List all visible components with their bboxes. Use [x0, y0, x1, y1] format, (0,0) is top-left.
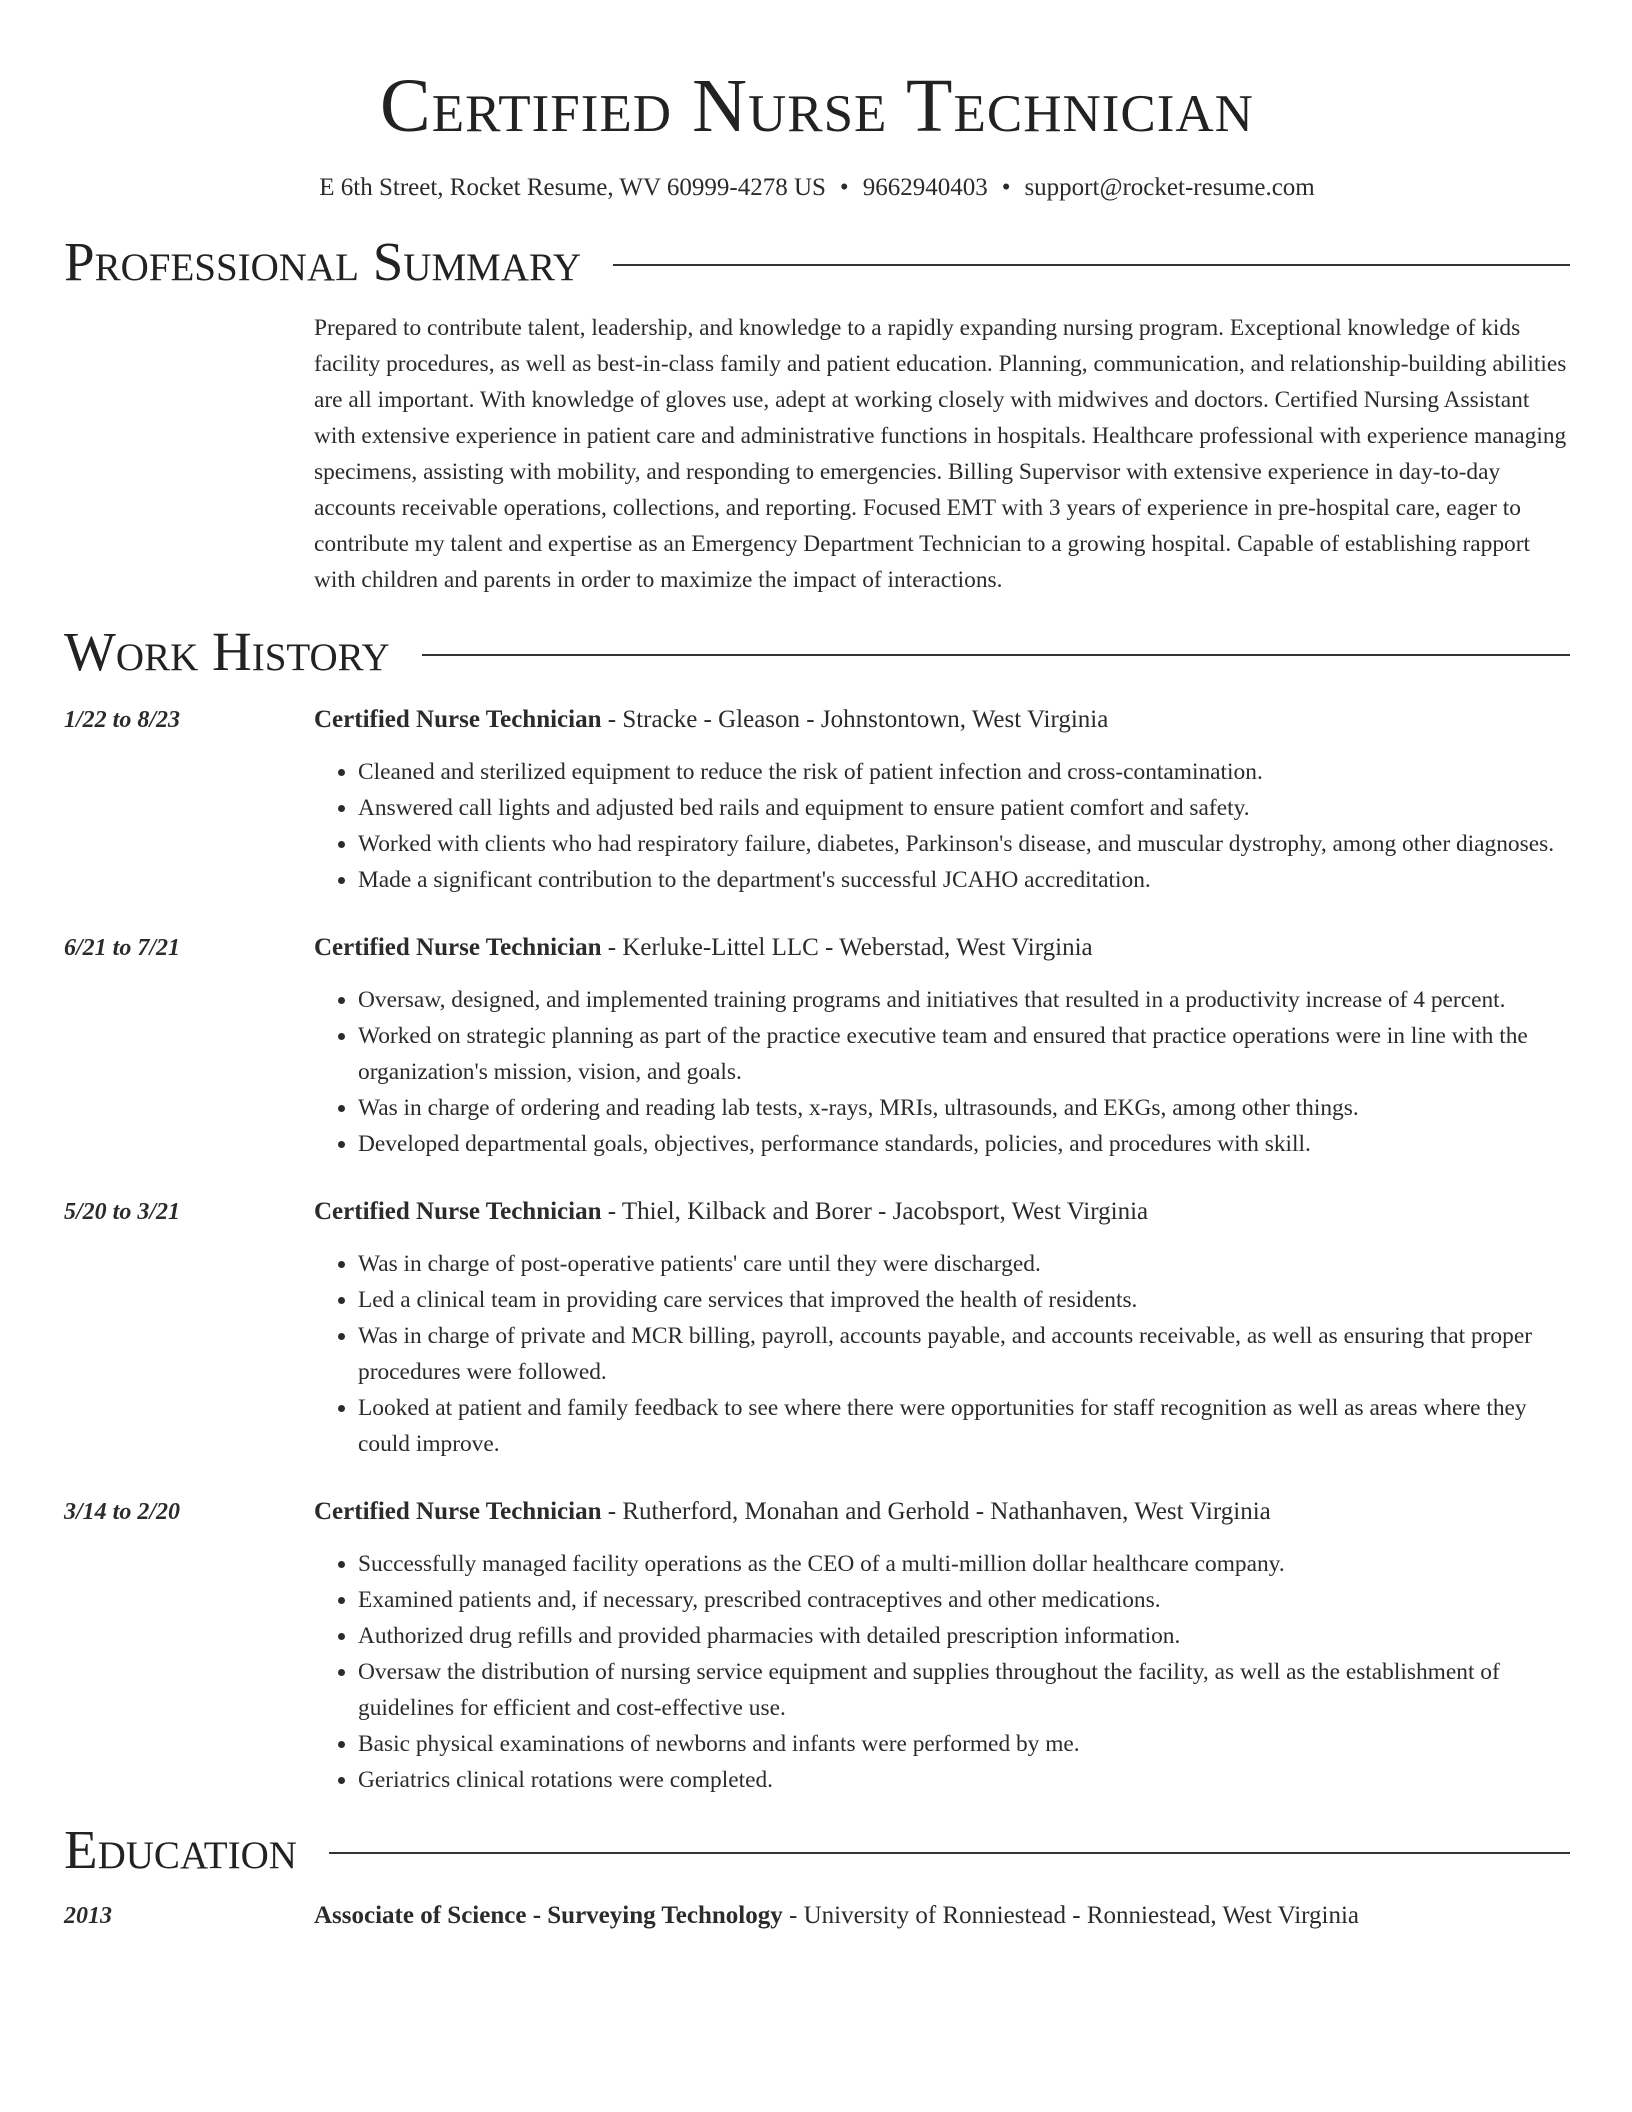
list-item: • Examined patients and, if necessary, prescribed contraceptives and other medications.	[358, 1582, 1570, 1618]
job-heading	[314, 1494, 1570, 1530]
job-details: - Stracke - Gleason - Johnstontown, West Virginia	[601, 706, 1109, 733]
job-title: Certified Nurse Technician	[314, 1498, 602, 1525]
job-body	[314, 930, 1570, 1162]
list-item: • Geriatrics clinical rotations were completed.	[358, 1762, 1570, 1798]
job-dates: 5/20 to 3/21	[64, 1199, 181, 1225]
contact-email: support@rocket-resume.com	[1024, 174, 1315, 201]
education-year: 2013	[64, 1903, 112, 1929]
job-details: - Rutherford, Monahan and Gerhold - Nathanhaven, West Virginia	[601, 1498, 1271, 1525]
list-item: • Worked with clients who had respiratory failure, diabetes, Parkinson's disease, and muscular dystrophy, among other diagnoses.	[358, 826, 1570, 862]
list-item: • Cleaned and sterilized equipment to reduce the risk of patient infection and cross-contamination.	[358, 754, 1570, 790]
summary-text: Prepared to contribute talent, leadership, and knowledge to a rapidly expanding nursing program. Exceptional knowledge of kids facility procedures, as well as best-in-class family and patient education. Planning, communication, and relationship-building abilities are all important. With knowledge of gloves use, adept at working closely with midwives and doctors. Certified Nursing Assistant with extensive experience in patient care and administrative functions in hospitals. Healthcare professional with experience managing specimens, assisting with mobility, and responding to emergencies. Billing Supervisor with extensive experience in day-to-day accounts receivable operations, collections, and reporting. Focused EMT with 3 years of experience in pre-hospital care, eager to contribute my talent and expertise as an Emergency Department Technician to a growing hospital. Capable of establishing rapport with children and parents in order to maximize the impact of interactions.	[314, 315, 1567, 593]
summary-heading: Professional Summary	[64, 231, 582, 292]
job-heading	[314, 702, 1570, 738]
job-title: Certified Nurse Technician	[314, 706, 602, 733]
section-divider	[613, 264, 1570, 266]
list-item: • Was in charge of ordering and reading lab tests, x-rays, MRIs, ultrasounds, and EKGs, among other things.	[358, 1090, 1570, 1126]
contact-line	[64, 172, 1570, 204]
education-body	[314, 1898, 1570, 1934]
job-details: - Kerluke-Littel LLC - Weberstad, West Virginia	[601, 934, 1093, 961]
list-item: • Looked at patient and family feedback to see where there were opportunities for staff recognition as well as areas where they could improve.	[358, 1390, 1570, 1462]
summary-section-header	[64, 232, 1570, 292]
job-title: Certified Nurse Technician	[314, 934, 602, 961]
section-divider	[422, 654, 1570, 656]
job-entry	[64, 702, 1570, 898]
education-heading: Education	[64, 1819, 297, 1880]
list-item: • Led a clinical team in providing care services that improved the health of residents.	[358, 1282, 1570, 1318]
education-section-header	[64, 1820, 1570, 1880]
job-heading	[314, 1194, 1570, 1230]
list-item: • Oversaw, designed, and implemented training programs and initiatives that resulted in a productivity increase of 4 percent.	[358, 982, 1570, 1018]
candidate-name: Certified Nurse Technician	[380, 64, 1254, 148]
job-bullets	[314, 1246, 1570, 1462]
section-divider	[329, 1852, 1570, 1854]
job-bullets	[314, 982, 1570, 1162]
job-entry	[64, 930, 1570, 1162]
list-item: • Was in charge of post-operative patients' care until they were discharged.	[358, 1246, 1570, 1282]
contact-separator: •	[1001, 174, 1011, 201]
list-item: • Authorized drug refills and provided pharmacies with detailed prescription information.	[358, 1618, 1570, 1654]
contact-phone: 9662940403	[862, 174, 988, 201]
list-item: • Developed departmental goals, objectives, performance standards, policies, and procedures with skill.	[358, 1126, 1570, 1162]
job-details: - Thiel, Kilback and Borer - Jacobsport, West Virginia	[601, 1198, 1149, 1225]
work-heading: Work History	[64, 621, 390, 682]
job-heading	[314, 930, 1570, 966]
job-body	[314, 1194, 1570, 1462]
work-section-header	[64, 622, 1570, 682]
job-entry	[64, 1194, 1570, 1462]
contact-address: E 6th Street, Rocket Resume, WV 60999-4278 US	[319, 174, 826, 201]
job-body	[314, 1494, 1570, 1798]
list-item: • Answered call lights and adjusted bed rails and equipment to ensure patient comfort and safety.	[358, 790, 1570, 826]
job-entry	[64, 1494, 1570, 1798]
job-dates: 1/22 to 8/23	[64, 707, 181, 733]
contact-separator: •	[839, 174, 849, 201]
education-entry	[64, 1898, 1570, 1934]
education-details: - University of Ronniestead - Ronniestead, West Virginia	[782, 1902, 1360, 1929]
list-item: • Successfully managed facility operations as the CEO of a multi-million dollar healthcare company.	[358, 1546, 1570, 1582]
education-heading-line	[314, 1898, 1570, 1934]
list-item: • Basic physical examinations of newborns and infants were performed by me.	[358, 1726, 1570, 1762]
job-body	[314, 702, 1570, 898]
list-item: • Oversaw the distribution of nursing service equipment and supplies throughout the facility, as well as the establishment of guidelines for efficient and cost-effective use.	[358, 1654, 1570, 1726]
job-bullets	[314, 754, 1570, 898]
education-degree: Associate of Science - Surveying Technology	[314, 1902, 783, 1929]
list-item: • Worked on strategic planning as part of the practice executive team and ensured that practice operations were in line with the organization's mission, vision, and goals.	[358, 1018, 1570, 1090]
job-bullets	[314, 1546, 1570, 1798]
list-item: • Made a significant contribution to the department's successful JCAHO accreditation.	[358, 862, 1570, 898]
job-title: Certified Nurse Technician	[314, 1198, 602, 1225]
job-dates: 3/14 to 2/20	[64, 1499, 181, 1525]
list-item: • Was in charge of private and MCR billing, payroll, accounts payable, and accounts receivable, as well as ensuring that proper procedures were followed.	[358, 1318, 1570, 1390]
job-dates: 6/21 to 7/21	[64, 935, 181, 961]
